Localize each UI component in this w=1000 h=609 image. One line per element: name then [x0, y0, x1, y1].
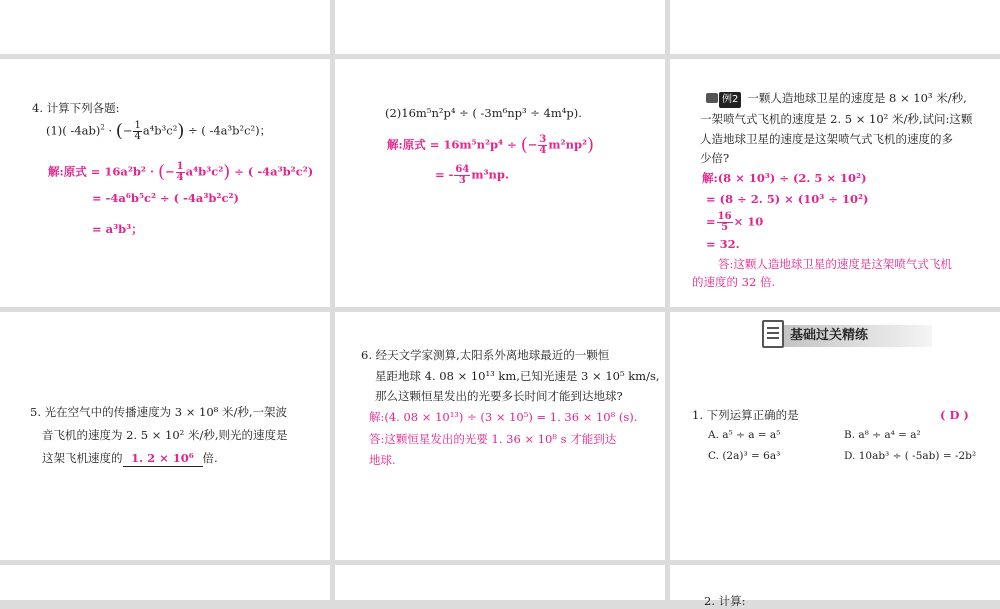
example-answer-2: 的速度的 32 倍. [692, 275, 776, 289]
panel-example-2 [670, 59, 1000, 307]
example-answer-1: 答:这颗人造地球卫星的速度是这架喷气式飞机 [718, 257, 952, 271]
q4-solution-line3: = a³b³； [92, 222, 143, 236]
panel-bottom-middle [335, 565, 665, 600]
panel-top-right [670, 0, 1000, 54]
panel-top-middle [335, 0, 665, 54]
paren-close: ) [223, 161, 231, 183]
q6-answer-1: 答:这颗恒星发出的光要 1. 36 × 10⁸ s 才能到达 [369, 432, 617, 446]
section-title: 基础过关精练 [790, 328, 869, 343]
example-line4: 少倍? [700, 151, 730, 165]
example-line3: 人造地球卫星的速度是这架喷气式飞机的速度的多 [700, 132, 953, 146]
q4-solution-line1: 解:原式 = 16a²b² · (− $\frac{1}{4}$ a⁴b³c²) ÷ ( -4a³b²c²) [48, 161, 314, 183]
q6-answer-2: 地球. [369, 453, 396, 467]
panel-exercise-6 [335, 312, 665, 560]
panel-bottom-left [0, 565, 330, 600]
example-solution-4: = 32. [706, 237, 740, 251]
q4-part1-term: a⁴b³c² [142, 123, 178, 138]
choice-q1-answer-text: ( D ) [940, 408, 969, 422]
q5-line3-suffix: 倍. [202, 451, 218, 465]
option-a: A. a⁵ ÷ a = a⁵ [708, 429, 781, 441]
choice-q1: 1. 下列运算正确的是 [692, 408, 799, 422]
example-line2: 一架喷气式飞机的速度是 2. 5 × 10² 米/秒,试问:这颗 [700, 112, 973, 126]
example-solution-3-rest: × 10 [733, 214, 764, 229]
paren-open: ( [520, 134, 528, 156]
q4-part2: (2)16m⁵n²p⁴ ÷ ( -3m⁶np³ ÷ 4m⁴p). [385, 106, 582, 120]
panel-basic-practice [670, 312, 1000, 560]
paren-close: ) [177, 120, 185, 142]
q4-part2-solution-fraction: $\frac{3}{4}$ [539, 134, 547, 156]
example-line1 [706, 90, 967, 108]
q4-part1: (1)( -4ab)$^2$ · (− $\frac{1}{4}$ a⁴b³c²) ÷ ( -4a³b²c²)； [46, 120, 272, 142]
choice-q1-answer [940, 407, 969, 423]
q4-part2-solution-term: m²np² [548, 137, 588, 152]
q5-line1: 5. 光在空气中的传播速度为 3 × 10⁸ 米/秒,一架波 [30, 405, 287, 419]
option-c: C. (2a)³ = 6a³ [708, 450, 781, 462]
example-solution-3-prefix: = [706, 214, 716, 229]
panel-bottom-right [670, 565, 1000, 608]
q4-solution-label: 解:原式 = 16a²b² · [48, 164, 154, 179]
example-solution-fraction: $\frac{16}{5}$ [717, 211, 732, 233]
cut-off-question: 2. 计算: [704, 594, 746, 608]
option-d: D. 10ab³ ÷ ( -5ab) = -2b² [844, 450, 977, 462]
example-solution-2: = (8 ÷ 2. 5) × (10³ ÷ 10²) [706, 192, 869, 206]
q5-answer-blank: 1. 2 × 10⁶ [123, 450, 203, 467]
q6-solution: 解:(4. 08 × 10¹³) ÷ (3 × 10⁵) = 1. 36 × 10⁸ (s). [369, 410, 638, 424]
option-b: B. a⁸ ÷ a⁴ = a² [844, 429, 921, 441]
example-solution-1: 解:(8 × 10³) ÷ (2. 5 × 10²) [702, 171, 867, 185]
q4-part2-result-fraction: $\frac{64}{3}$ [455, 164, 470, 186]
q4-title: 4. 计算下列各题: [32, 101, 120, 115]
example-badge: 例2 [719, 92, 741, 108]
q6-line1: 6. 经天文学家测算,太阳系外离地球最近的一颗恒 [361, 348, 610, 362]
q4-solution-line2: = -4a⁶b⁵c² ÷ ( -4a³b²c²) [92, 191, 239, 205]
q5-line3-prefix: 这架飞机速度的 [42, 451, 123, 465]
section-heading [762, 320, 932, 350]
panel-exercise-5 [0, 312, 330, 560]
q5-line3 [42, 450, 218, 467]
q4-part1-dot: · [108, 123, 113, 138]
q4-solution-fraction: $\frac{1}{4}$ [176, 161, 184, 183]
q4-part2-solution-prefix: = - [435, 167, 454, 182]
paren-close: ) [587, 134, 595, 156]
q4-part1-rest: ÷ ( -4a³b²c²)； [188, 123, 272, 138]
q6-line2: 星距地球 4. 08 × 10¹³ km,已知光速是 3 × 10⁵ km/s, [375, 369, 660, 383]
example-text-1: 一颗人造地球卫星的速度是 8 × 10³ 米/秒, [747, 91, 967, 105]
panel-exercise-4-part2 [335, 59, 665, 307]
q4-part2-result-term: m³np. [471, 167, 509, 182]
q4-solution-rest: ÷ ( -4a³b²c²) [234, 164, 314, 179]
q6-line3: 那么这颗恒星发出的光要多长时间才能到达地球? [375, 389, 623, 403]
q4-part2-solution-line1: 解:原式 = 16m⁵n²p⁴ ÷ (− $\frac{3}{4}$ m²np²) [387, 134, 595, 156]
q4-part1-prefix: (1)( -4ab) [46, 123, 101, 138]
example-solution-3 [706, 212, 763, 233]
example-icon [706, 93, 718, 103]
notepad-icon [762, 320, 784, 348]
q4-solution-term: a⁴b³c² [185, 164, 224, 179]
q5-line2: 音飞机的速度为 2. 5 × 10² 米/秒,则光的速度是 [42, 428, 288, 442]
panel-exercise-4 [0, 59, 330, 307]
q4-part2-solution-label: 解:原式 = 16m⁵n²p⁴ ÷ [387, 137, 517, 152]
q4-part2-solution-line2 [435, 165, 509, 186]
paren-open: ( [157, 161, 166, 183]
q4-part1-exponent: 2 [100, 123, 105, 132]
paren-open: ( [115, 120, 123, 142]
q4-part1-fraction: $\frac{1}{4}$ [134, 120, 141, 142]
panel-top-left [0, 0, 330, 54]
